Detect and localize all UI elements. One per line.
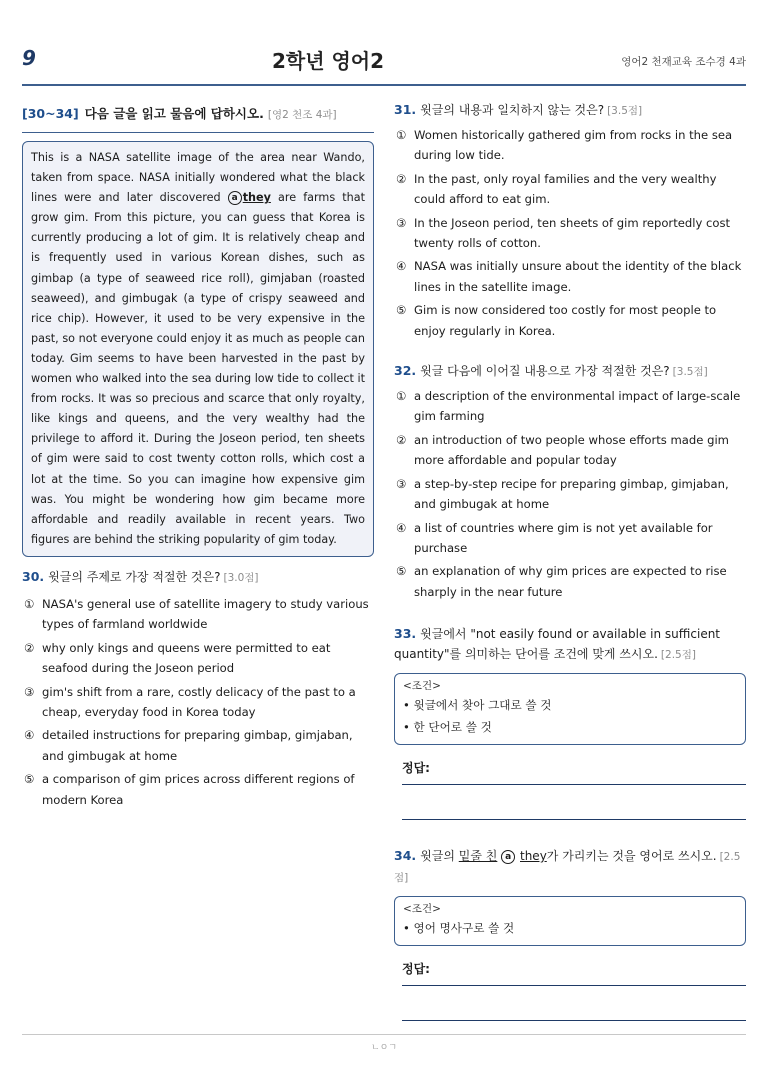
condition-box bbox=[394, 896, 746, 946]
option-number: ④ bbox=[396, 259, 407, 274]
right-column bbox=[394, 100, 746, 1021]
question-32-text: 윗글 다음에 이어질 내용으로 가장 적절한 것은? bbox=[420, 364, 670, 379]
marker-a-circle: a bbox=[228, 191, 242, 205]
option-text: Gim is now considered too costly for most people to enjoy regularly in Korea. bbox=[414, 303, 717, 338]
option-number: ① bbox=[24, 596, 35, 611]
option-number: ⑤ bbox=[396, 303, 407, 318]
reading-passage bbox=[22, 141, 374, 557]
option-text: a list of countries where gim is not yet available for purchase bbox=[414, 520, 713, 555]
answer-line-2[interactable] bbox=[402, 819, 746, 820]
option-number: ③ bbox=[396, 476, 407, 491]
question-32-stem bbox=[394, 361, 746, 382]
option-text: gim's shift from a rare, costly delicacy of the past to a cheap, everyday food in Korea today bbox=[42, 684, 356, 719]
question-34-points: [2.5점] bbox=[394, 851, 741, 885]
question-30 bbox=[22, 567, 374, 810]
question-31-number: 31. bbox=[394, 102, 417, 117]
option-3[interactable] bbox=[394, 213, 746, 254]
question-34-stem bbox=[394, 846, 746, 888]
question-30-points: [3.0점] bbox=[223, 571, 259, 584]
question-31-points: [3.5점] bbox=[607, 105, 643, 117]
question-31-options bbox=[394, 125, 746, 341]
option-text: NASA was initially unsure about the identity of the black lines in the satellite image. bbox=[414, 259, 742, 294]
option-4[interactable] bbox=[22, 725, 374, 766]
question-33-text: 윗글에서 "not easily found or available in sufficient quantity"를 의미하는 단어를 조건에 맞게 쓰시오. bbox=[394, 627, 721, 662]
section-heading bbox=[22, 104, 374, 133]
question-33 bbox=[394, 624, 746, 820]
question-34 bbox=[394, 846, 746, 1021]
question-32-points: [3.5점] bbox=[672, 366, 708, 379]
option-number: ⑤ bbox=[24, 772, 35, 787]
question-34-marked-word: they bbox=[520, 849, 547, 864]
option-text: In the Joseon period, ten sheets of gim reportedly cost twenty rolls of cotton. bbox=[414, 215, 731, 251]
option-1[interactable] bbox=[394, 386, 746, 427]
passage-part1: This is a NASA satellite image of the area near Wando, taken from space. NASA initially wondered what the black lines were and later discovered bbox=[31, 151, 365, 205]
option-text: NASA's general use of satellite imagery to study various types of farmland worldwide bbox=[42, 596, 369, 632]
option-number: ③ bbox=[396, 215, 407, 230]
footer-divider bbox=[22, 1034, 746, 1035]
option-number: ④ bbox=[24, 728, 35, 743]
option-4[interactable] bbox=[394, 518, 746, 559]
option-3[interactable] bbox=[394, 474, 746, 515]
question-32 bbox=[394, 361, 746, 602]
question-33-points: [2.5점] bbox=[660, 649, 696, 662]
question-31-text: 윗글의 내용과 일치하지 않는 것은? bbox=[420, 103, 605, 117]
question-31-stem bbox=[394, 100, 746, 121]
option-text: a description of the environmental impact of large-scale gim farming bbox=[414, 389, 741, 424]
question-34-number: 34. bbox=[394, 848, 417, 864]
option-2[interactable] bbox=[394, 430, 746, 471]
option-text: an explanation of why gim prices are expected to rise sharply in the near future bbox=[414, 564, 727, 599]
page-number: 9 bbox=[22, 46, 36, 70]
option-text: why only kings and queens were permitted to eat seafood during the Joseon period bbox=[42, 640, 331, 676]
left-column bbox=[22, 104, 374, 810]
option-5[interactable] bbox=[394, 561, 746, 602]
answer-line-1[interactable] bbox=[402, 985, 746, 986]
option-text: Women historically gathered gim from rocks in the sea during low tide. bbox=[414, 128, 733, 163]
question-32-number: 32. bbox=[394, 363, 417, 379]
answer-line-2[interactable] bbox=[402, 1020, 746, 1021]
question-30-text: 윗글의 주제로 가장 적절한 것은? bbox=[48, 569, 221, 584]
question-34-text-post: 가 가리키는 것을 영어로 쓰시오. bbox=[546, 849, 717, 864]
question-30-number: 30. bbox=[22, 568, 45, 584]
marked-word-they: they bbox=[242, 191, 271, 205]
option-number: ② bbox=[396, 432, 407, 447]
question-30-options bbox=[22, 594, 374, 810]
condition-item: • 영어 명사구로 쓸 것 bbox=[403, 921, 515, 936]
option-number: ① bbox=[396, 389, 407, 404]
page-title: 2학년 영어2 bbox=[271, 49, 385, 73]
marker-a-circle: a bbox=[501, 850, 515, 864]
header-divider bbox=[22, 84, 746, 86]
passage-part2: are farms that grow gim. From this picture, you can guess that Korea is currently producing a lot of gim. It is relatively cheap and is frequently used in various Korean dishes, such as gimbap (a type of seaweed rice roll), gimjaban (roasted seaweed), and gimbugak (a type of crispy seaweed and rice chip). However, it used to be very expensive in the past, so not everyone could enjoy it as much as people can today. Gim seems to have been harvested in the past by women who walked into the sea during low tide to collect it from rocks. It was so precious and scarce that only royalty, like kings and queens, and the very wealthy had the privilege to afford it. During the Joseon period, ten sheets of gim were said to cost twenty cotton rolls, which cost a lot at the time. So you can imagine how expensive gim was. You might be wondering how gim became more affordable and readily available in recent years. Two figures are behind the striking popularity of gim today. bbox=[31, 191, 366, 546]
footer-mark: ㄴㅇㄱ bbox=[370, 1043, 398, 1053]
option-text: detailed instructions for preparing gimbap, gimjaban, and gimbugak at home bbox=[42, 728, 353, 763]
option-1[interactable] bbox=[22, 594, 374, 635]
answer-line-1[interactable] bbox=[402, 784, 746, 785]
source-label: 영어2 천재교육 조수경 4과 bbox=[621, 56, 746, 68]
condition-item: • 한 단어로 쓸 것 bbox=[403, 720, 492, 735]
condition-title: <조건> bbox=[403, 680, 441, 693]
question-31 bbox=[394, 100, 746, 341]
option-text: a step-by-step recipe for preparing gimbap, gimjaban, and gimbugak at home bbox=[414, 476, 729, 512]
option-number: ④ bbox=[396, 520, 407, 535]
option-1[interactable] bbox=[394, 125, 746, 166]
option-number: ② bbox=[396, 171, 407, 186]
option-5[interactable] bbox=[22, 769, 374, 810]
section-instruction: 다음 글을 읽고 물음에 답하시오. bbox=[84, 106, 264, 121]
option-number: ③ bbox=[24, 684, 35, 699]
option-number: ① bbox=[396, 128, 407, 142]
option-2[interactable] bbox=[394, 169, 746, 210]
section-tag: [영2 천조 4과] bbox=[267, 109, 337, 121]
option-2[interactable] bbox=[22, 638, 374, 679]
question-33-stem bbox=[394, 624, 746, 665]
question-34-text-pre: 윗글의 bbox=[420, 849, 459, 864]
question-34-underlined: 밑줄 친 bbox=[458, 849, 498, 864]
condition-box bbox=[394, 673, 746, 745]
answer-label: 정답: bbox=[402, 761, 430, 776]
question-32-options bbox=[394, 386, 746, 602]
section-range: [30~34] bbox=[22, 106, 79, 121]
condition-title: <조건> bbox=[403, 903, 441, 916]
page-header bbox=[0, 0, 768, 86]
option-text: a comparison of gim prices across different regions of modern Korea bbox=[42, 772, 355, 807]
question-30-stem bbox=[22, 567, 374, 588]
option-text: an introduction of two people whose efforts made gim more affordable and popular today bbox=[414, 432, 729, 468]
option-number: ② bbox=[24, 640, 35, 655]
option-text: In the past, only royal families and the very wealthy could afford to eat gim. bbox=[414, 171, 717, 207]
answer-label: 정답: bbox=[402, 962, 430, 977]
option-4[interactable] bbox=[394, 256, 746, 297]
option-number: ⑤ bbox=[396, 564, 407, 579]
condition-item: • 윗글에서 찾아 그대로 쓸 것 bbox=[403, 698, 552, 713]
option-3[interactable] bbox=[22, 682, 374, 723]
question-33-number: 33. bbox=[394, 626, 417, 642]
option-5[interactable] bbox=[394, 300, 746, 341]
